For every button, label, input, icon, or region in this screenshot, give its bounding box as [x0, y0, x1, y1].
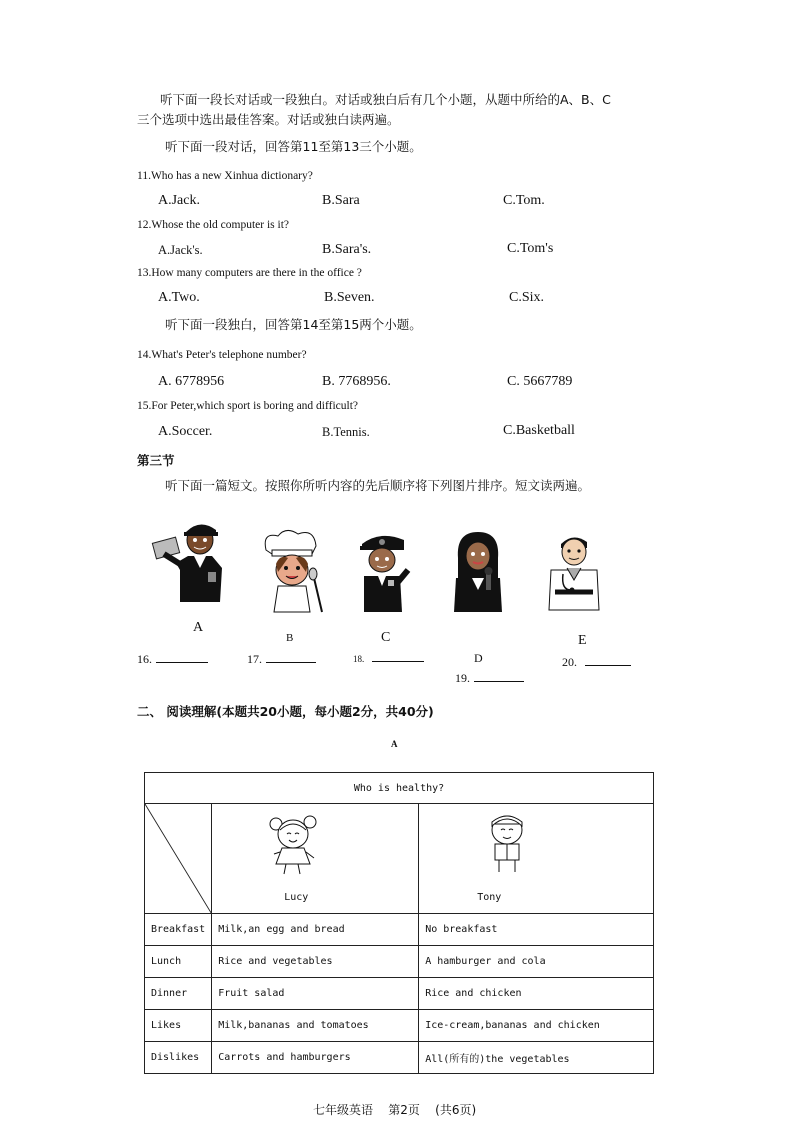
blank-19 [455, 671, 524, 686]
lucy-lunch: Rice and vegetables [212, 946, 419, 978]
instruction-line-2: 三个选项中选出最佳答案。对话或独白读两遍。 [137, 112, 400, 127]
question-11: 11.Who has a new Xinhua dictionary? [137, 170, 313, 182]
table-title: Who is healthy? [145, 773, 654, 804]
question-13: 13.How many computers are there in the office ? [137, 267, 362, 279]
picture-d-reporter [448, 528, 508, 614]
table-row [145, 978, 654, 1010]
q12-option-b: B.Sara's. [322, 242, 372, 257]
question-14: 14.What's Peter's telephone number? [137, 349, 307, 361]
table-row [145, 1010, 654, 1042]
blank-17 [247, 652, 316, 667]
blank-17-line[interactable] [266, 661, 316, 663]
q13-option-a: A.Two. [158, 290, 200, 305]
q13-option-b: B.Seven. [324, 290, 375, 305]
picture-e-label: E [578, 633, 587, 648]
table-diagonal-cell [145, 804, 212, 914]
picture-e-doctor [545, 530, 603, 612]
blank-20-line[interactable] [585, 664, 631, 666]
section-3-instruction: 听下面一篇短文。按照你所听内容的先后顺序将下列图片排序。短文读两遍。 [165, 478, 591, 493]
tony-likes: Ice-cream,bananas and chicken [419, 1010, 654, 1042]
picture-c-label: C [381, 630, 391, 645]
q14-option-b: B. 7768956. [322, 374, 391, 389]
table-row [145, 914, 654, 946]
q15-option-b: B.Tennis. [322, 425, 370, 439]
blank-16-line[interactable] [156, 661, 208, 663]
healthy-table [144, 772, 654, 1074]
tony-drawing [481, 810, 533, 874]
blank-18-line[interactable] [372, 660, 424, 662]
q13-option-c: C.Six. [509, 290, 545, 305]
question-15: 15.For Peter,which sport is boring and difficult? [137, 400, 358, 412]
picture-c-police-officer [350, 530, 414, 614]
q11-option-c: C.Tom. [503, 193, 545, 208]
lucy-breakfast: Milk,an egg and bread [212, 914, 419, 946]
lucy-dislikes: Carrots and hamburgers [212, 1042, 419, 1074]
lucy-dinner: Fruit salad [212, 978, 419, 1010]
question-12: 12.Whose the old computer is it? [137, 219, 290, 231]
part-2-heading: 二、 阅读理解(本题共20小题，每小题2分，共40分) [137, 704, 434, 719]
page-footer: 七年级英语 第2页 (共6页) [313, 1103, 477, 1117]
table-header-lucy [212, 804, 419, 914]
q12-option-a: A.Jack's. [158, 243, 203, 257]
row-label-lunch: Lunch [145, 946, 212, 978]
blank-18-number: 18. [353, 654, 365, 664]
picture-b-label: B [286, 632, 294, 644]
tony-name: Tony [477, 892, 502, 903]
blank-20-number: 20. [562, 655, 577, 669]
blank-17-number: 17. [247, 652, 262, 666]
q15-option-a: A.Soccer. [158, 424, 213, 439]
q15-option-c: C.Basketball [503, 423, 575, 438]
monologue-intro: 听下面一段独白，回答第14至第15两个小题。 [165, 317, 422, 332]
q12-option-c: C.Tom's [507, 241, 554, 256]
lucy-likes: Milk,bananas and tomatoes [212, 1010, 419, 1042]
lucy-drawing [266, 812, 320, 876]
blank-18 [353, 654, 424, 664]
row-label-breakfast: Breakfast [145, 914, 212, 946]
dialog-intro: 听下面一段对话，回答第11至第13三个小题。 [165, 139, 422, 154]
blank-16 [137, 652, 208, 667]
table-header-tony [419, 804, 654, 914]
section-3-heading: 第三节 [137, 453, 175, 468]
instruction-line-1: 听下面一段长对话或一段独白。对话或独白后有几个小题，从题中所给的A、B、C [160, 92, 611, 107]
blank-16-number: 16. [137, 652, 152, 666]
q14-option-a: A. 6778956 [158, 374, 225, 389]
picture-a-label: A [193, 620, 204, 635]
q11-option-a: A.Jack. [158, 193, 200, 208]
tony-dislikes: All(所有的)the vegetables [419, 1042, 654, 1074]
picture-d-label: D [474, 651, 483, 665]
row-label-dislikes: Dislikes [145, 1042, 212, 1074]
blank-20 [562, 655, 631, 670]
picture-b-chef [256, 528, 330, 618]
lucy-name: Lucy [284, 892, 309, 903]
q11-option-b: B.Sara [322, 193, 360, 208]
row-label-dinner: Dinner [145, 978, 212, 1010]
picture-a-postman [150, 518, 226, 608]
blank-19-line[interactable] [474, 680, 524, 682]
blank-19-number: 19. [455, 671, 470, 685]
table-row [145, 946, 654, 978]
tony-breakfast: No breakfast [419, 914, 654, 946]
table-row [145, 1042, 654, 1074]
row-label-likes: Likes [145, 1010, 212, 1042]
tony-lunch: A hamburger and cola [419, 946, 654, 978]
passage-a-label: A [391, 739, 398, 749]
q14-option-c: C. 5667789 [507, 374, 573, 389]
tony-dinner: Rice and chicken [419, 978, 654, 1010]
